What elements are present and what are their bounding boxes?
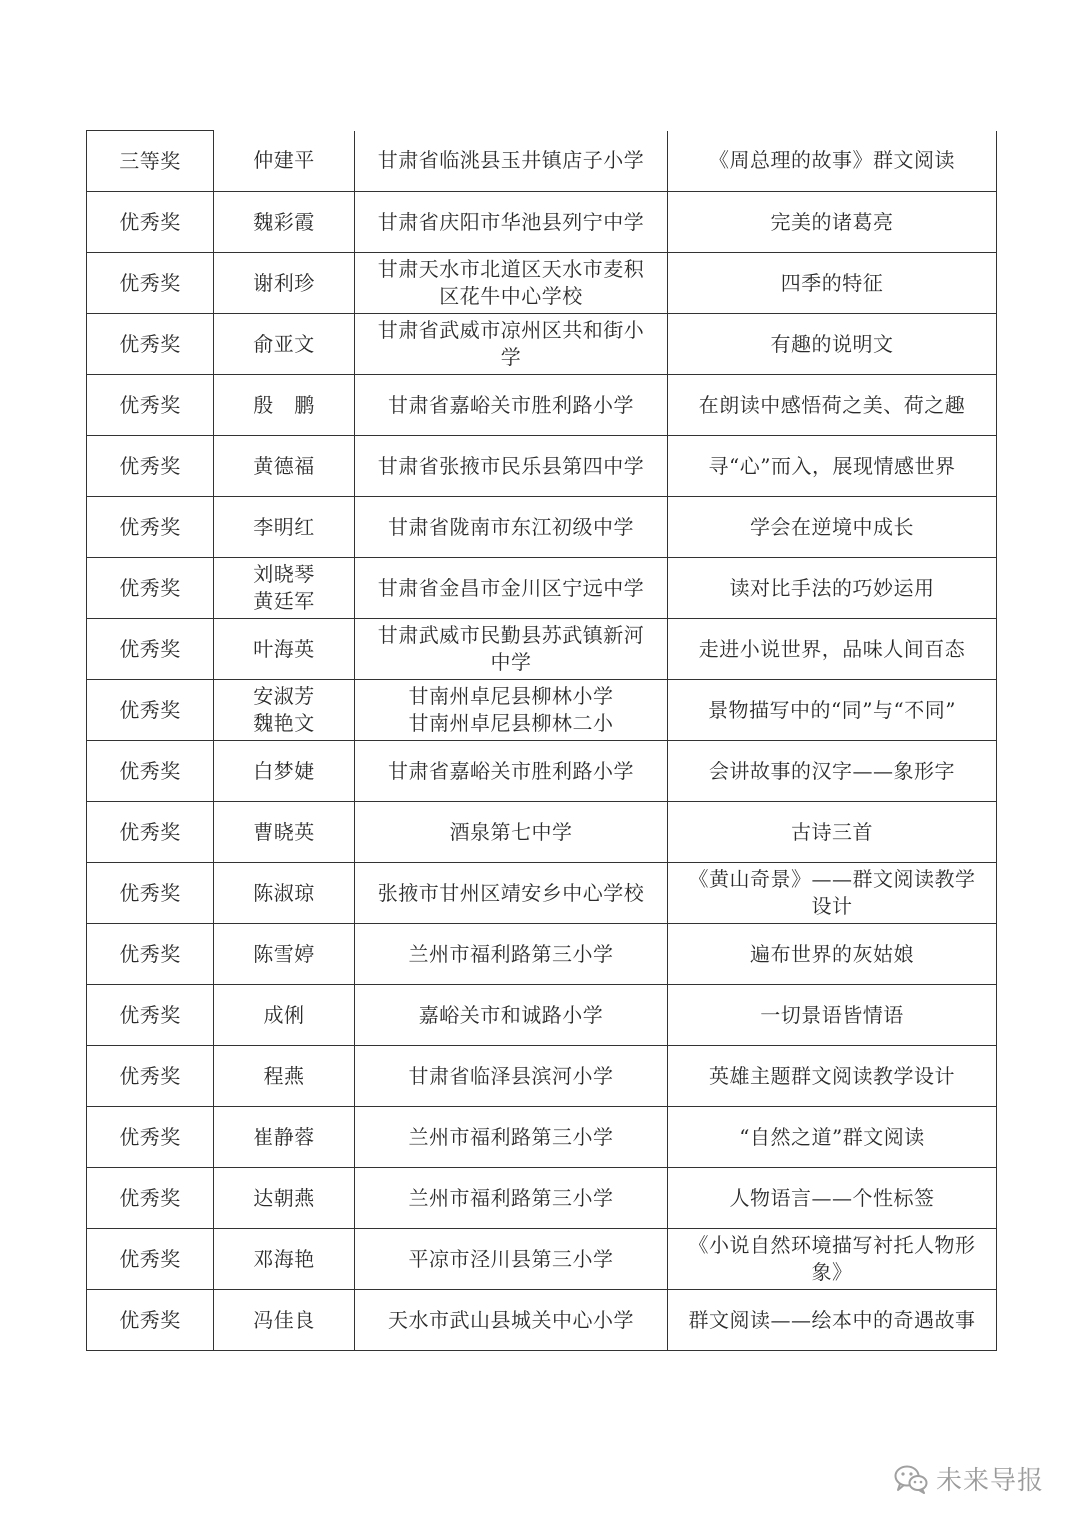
table-row (87, 741, 997, 802)
name-cell: 冯佳良 (214, 1290, 355, 1351)
award-cell: 优秀奖 (87, 802, 214, 863)
name-cell: 曹晓英 (214, 802, 355, 863)
table-row (87, 1107, 997, 1168)
table-row (87, 985, 997, 1046)
school-cell: 酒泉第七中学 (355, 802, 668, 863)
title-cell: 群文阅读——绘本中的奇遇故事 (668, 1290, 997, 1351)
award-cell: 优秀奖 (87, 375, 214, 436)
school-cell: 兰州市福利路第三小学 (355, 1107, 668, 1168)
name-cell: 达朝燕 (214, 1168, 355, 1229)
title-cell: 寻“心”而入，展现情感世界 (668, 436, 997, 497)
title-cell: “自然之道”群文阅读 (668, 1107, 997, 1168)
award-cell: 优秀奖 (87, 741, 214, 802)
name-cell: 殷 鹏 (214, 375, 355, 436)
name-cell: 白梦婕 (214, 741, 355, 802)
award-cell: 优秀奖 (87, 924, 214, 985)
school-cell: 平凉市泾川县第三小学 (355, 1229, 668, 1290)
award-cell: 优秀奖 (87, 314, 214, 375)
award-cell: 优秀奖 (87, 1229, 214, 1290)
title-cell: 学会在逆境中成长 (668, 497, 997, 558)
name-cell: 叶海英 (214, 619, 355, 680)
school-cell: 甘南州卓尼县柳林小学 甘南州卓尼县柳林二小 (355, 680, 668, 741)
school-cell: 甘肃省金昌市金川区宁远中学 (355, 558, 668, 619)
name-cell: 程燕 (214, 1046, 355, 1107)
table-row (87, 1290, 997, 1351)
name-cell: 黄德福 (214, 436, 355, 497)
title-cell: 有趣的说明文 (668, 314, 997, 375)
school-cell: 甘肃省陇南市东江初级中学 (355, 497, 668, 558)
wechat-icon (894, 1464, 928, 1494)
title-cell: 遍布世界的灰姑娘 (668, 924, 997, 985)
school-cell: 甘肃省庆阳市华池县列宁中学 (355, 192, 668, 253)
name-cell: 仲建平 (214, 131, 355, 192)
title-cell: 读对比手法的巧妙运用 (668, 558, 997, 619)
name-cell: 安淑芳 魏艳文 (214, 680, 355, 741)
school-cell: 兰州市福利路第三小学 (355, 1168, 668, 1229)
table-row (87, 131, 997, 192)
watermark-text: 未来导报 (935, 1466, 1044, 1496)
name-cell: 邓海艳 (214, 1229, 355, 1290)
award-cell: 优秀奖 (87, 619, 214, 680)
table-row (87, 436, 997, 497)
school-cell: 甘肃省嘉峪关市胜利路小学 (355, 741, 668, 802)
school-cell: 天水市武山县城关中心小学 (355, 1290, 668, 1351)
table-row (87, 1046, 997, 1107)
title-cell: 一切景语皆情语 (668, 985, 997, 1046)
name-cell: 成俐 (214, 985, 355, 1046)
school-cell: 甘肃省嘉峪关市胜利路小学 (355, 375, 668, 436)
title-cell: 《小说自然环境描写衬托人物形 象》 (668, 1229, 997, 1290)
title-cell: 景物描写中的“同”与“不同” (668, 680, 997, 741)
awards-table (86, 130, 997, 1351)
table-row (87, 253, 997, 314)
title-cell: 在朗读中感悟荷之美、荷之趣 (668, 375, 997, 436)
award-cell: 优秀奖 (87, 863, 214, 924)
table-row (87, 863, 997, 924)
name-cell: 谢利珍 (214, 253, 355, 314)
school-cell: 兰州市福利路第三小学 (355, 924, 668, 985)
name-cell: 俞亚文 (214, 314, 355, 375)
title-cell: 四季的特征 (668, 253, 997, 314)
table-row (87, 680, 997, 741)
school-cell: 张掖市甘州区靖安乡中心学校 (355, 863, 668, 924)
table-row (87, 1229, 997, 1290)
table-row (87, 924, 997, 985)
title-cell: 古诗三首 (668, 802, 997, 863)
table-row (87, 497, 997, 558)
title-cell: 《周总理的故事》群文阅读 (668, 131, 997, 192)
award-cell: 优秀奖 (87, 680, 214, 741)
title-cell: 完美的诸葛亮 (668, 192, 997, 253)
name-cell: 李明红 (214, 497, 355, 558)
title-cell: 走进小说世界，品味人间百态 (668, 619, 997, 680)
school-cell: 甘肃天水市北道区天水市麦积 区花牛中心学校 (355, 253, 668, 314)
award-cell: 优秀奖 (87, 558, 214, 619)
title-cell: 会讲故事的汉字——象形字 (668, 741, 997, 802)
name-cell: 魏彩霞 (214, 192, 355, 253)
name-cell: 陈淑琼 (214, 863, 355, 924)
award-cell: 优秀奖 (87, 192, 214, 253)
award-cell: 优秀奖 (87, 1168, 214, 1229)
award-cell: 优秀奖 (87, 1107, 214, 1168)
table-row (87, 314, 997, 375)
table-row (87, 802, 997, 863)
award-cell: 优秀奖 (87, 1046, 214, 1107)
school-cell: 甘肃省武威市凉州区共和街小 学 (355, 314, 668, 375)
award-cell: 优秀奖 (87, 253, 214, 314)
school-cell: 嘉峪关市和诚路小学 (355, 985, 668, 1046)
watermark (894, 1460, 1044, 1497)
table-row (87, 1168, 997, 1229)
title-cell: 英雄主题群文阅读教学设计 (668, 1046, 997, 1107)
table-row (87, 558, 997, 619)
school-cell: 甘肃省临洮县玉井镇店子小学 (355, 131, 668, 192)
name-cell: 刘晓琴 黄廷军 (214, 558, 355, 619)
awards-table-body (87, 131, 997, 1351)
school-cell: 甘肃武威市民勤县苏武镇新河 中学 (355, 619, 668, 680)
name-cell: 陈雪婷 (214, 924, 355, 985)
award-cell: 优秀奖 (87, 1290, 214, 1351)
award-cell: 优秀奖 (87, 497, 214, 558)
table-row (87, 375, 997, 436)
title-cell: 《黄山奇景》——群文阅读教学 设计 (668, 863, 997, 924)
title-cell: 人物语言——个性标签 (668, 1168, 997, 1229)
name-cell: 崔静蓉 (214, 1107, 355, 1168)
award-cell: 三等奖 (87, 131, 214, 192)
table-row (87, 619, 997, 680)
award-cell: 优秀奖 (87, 985, 214, 1046)
award-cell: 优秀奖 (87, 436, 214, 497)
table-row (87, 192, 997, 253)
school-cell: 甘肃省张掖市民乐县第四中学 (355, 436, 668, 497)
school-cell: 甘肃省临泽县滨河小学 (355, 1046, 668, 1107)
